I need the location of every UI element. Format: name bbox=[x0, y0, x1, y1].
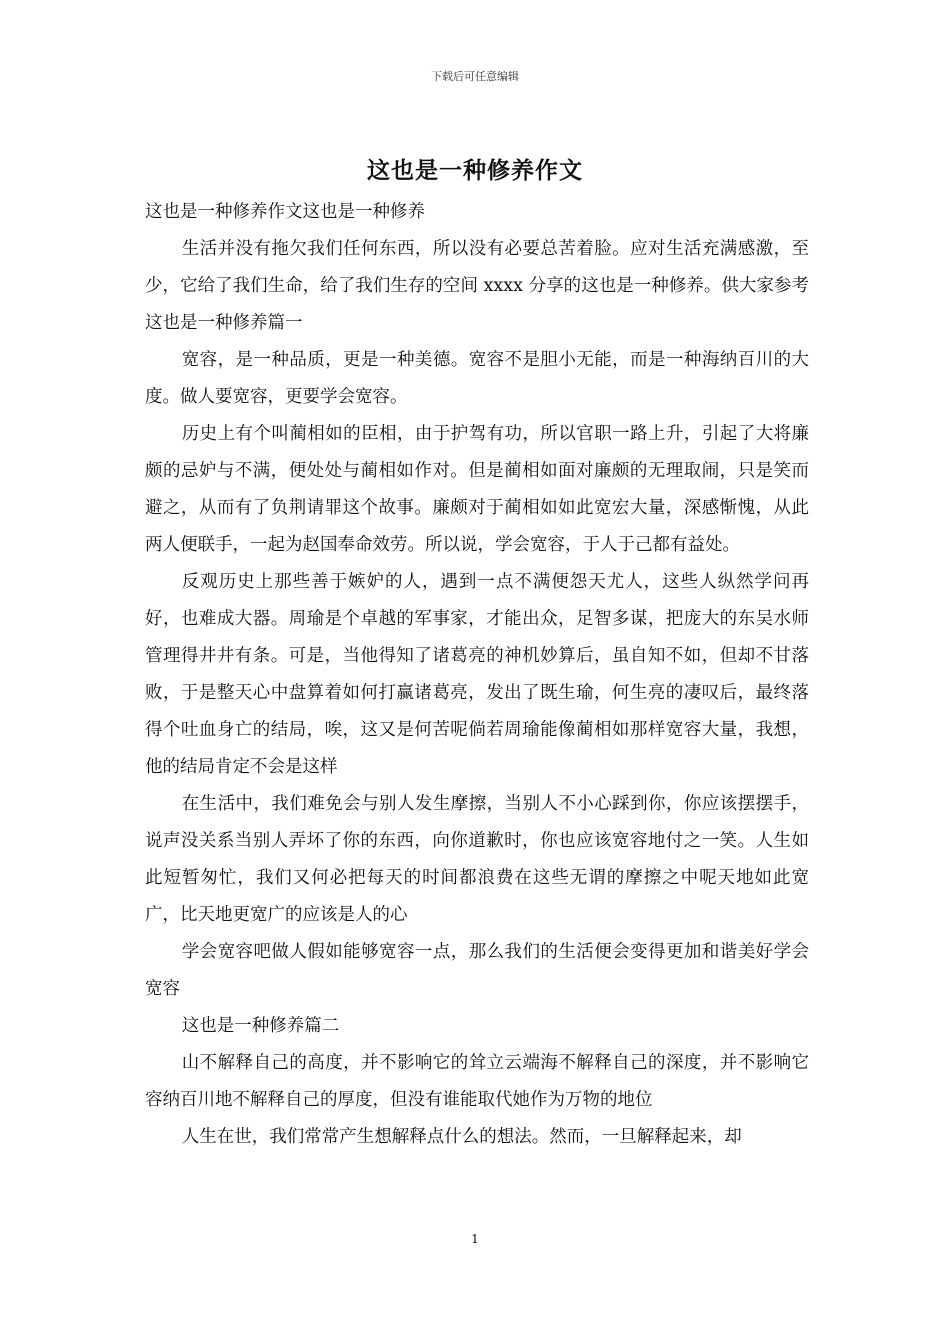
paragraph: 历史上有个叫蔺相如的臣相，由于护驾有功，所以官职一路上升，引起了大将廉颇的忌妒与不满，便处处与蔺相如作对。但是蔺相如面对廉颇的无理取闹，只是笑而避之，从而有了负荆请罪这个故事。廉颇对于蔺相如如此宽宏大量，深感惭愧，从此两人便联手，一起为赵国奉命效劳。所以说，学会宽容，于人于己都有益处。 bbox=[145, 424, 809, 555]
paragraph: 学会宽容吧做人假如能够宽容一点，那么我们的生活便会变得更加和谐美好学会宽容 bbox=[145, 942, 809, 999]
paragraph: 反观历史上那些善于嫉妒的人，遇到一点不满便怨天尤人，这些人纵然学问再好，也难成大器。周瑜是个卓越的军事家，才能出众，足智多谋，把庞大的东吴水师管理得井井有条。可是，当他得知了诸葛亮的神机妙算后，虽自知不如，但却不甘落败，于是整天心中盘算着如何打赢诸葛亮，发出了既生瑜，何生亮的凄叹后，最终落得个吐血身亡的结局，唉，这又是何苦呢倘若周瑜能像蔺相如那样宽容大量，我想，他的结局肯定不会是这样 bbox=[145, 572, 809, 777]
document-body bbox=[145, 194, 809, 1156]
page-title: 这也是一种修养作文 bbox=[367, 157, 583, 184]
paragraph: 人生在世，我们常常产生想解释点什么的想法。然而，一旦解释起来，却 bbox=[181, 1127, 742, 1147]
page-header-note: 下载后可任意编辑 bbox=[431, 70, 519, 83]
paragraph: 山不解释自己的高度，并不影响它的耸立云端海不解释自己的深度，并不影响它容纳百川地不解释自己的厚度，但没有谁能取代她作为万物的地位 bbox=[145, 1053, 809, 1110]
intro-line: 这也是一种修养作文这也是一种修养 bbox=[145, 202, 425, 222]
page-number: 1 bbox=[471, 1232, 479, 1246]
section-heading: 这也是一种修养篇二 bbox=[181, 1016, 340, 1036]
paragraph: 在生活中，我们难免会与别人发生摩擦，当别人不小心踩到你，你应该摆摆手，说声没关系当别人弄坏了你的东西，向你道歉时，你也应该宽容地付之一笑。人生如此短暂匆忙，我们又何必把每天的时间都浪费在这些无谓的摩擦之中呢天地如此宽广，比天地更宽广的应该是人的心 bbox=[145, 794, 809, 925]
paragraph: 生活并没有拖欠我们任何东西，所以没有必要总苦着脸。应对生活充满感激，至少，它给了我们生命，给了我们生存的空间 xxxx 分享的这也是一种修养。供大家参考这也是一种修养篇一 bbox=[145, 239, 809, 333]
paragraph: 宽容，是一种品质，更是一种美德。宽容不是胆小无能，而是一种海纳百川的大度。做人要宽容，更要学会宽容。 bbox=[145, 350, 809, 407]
